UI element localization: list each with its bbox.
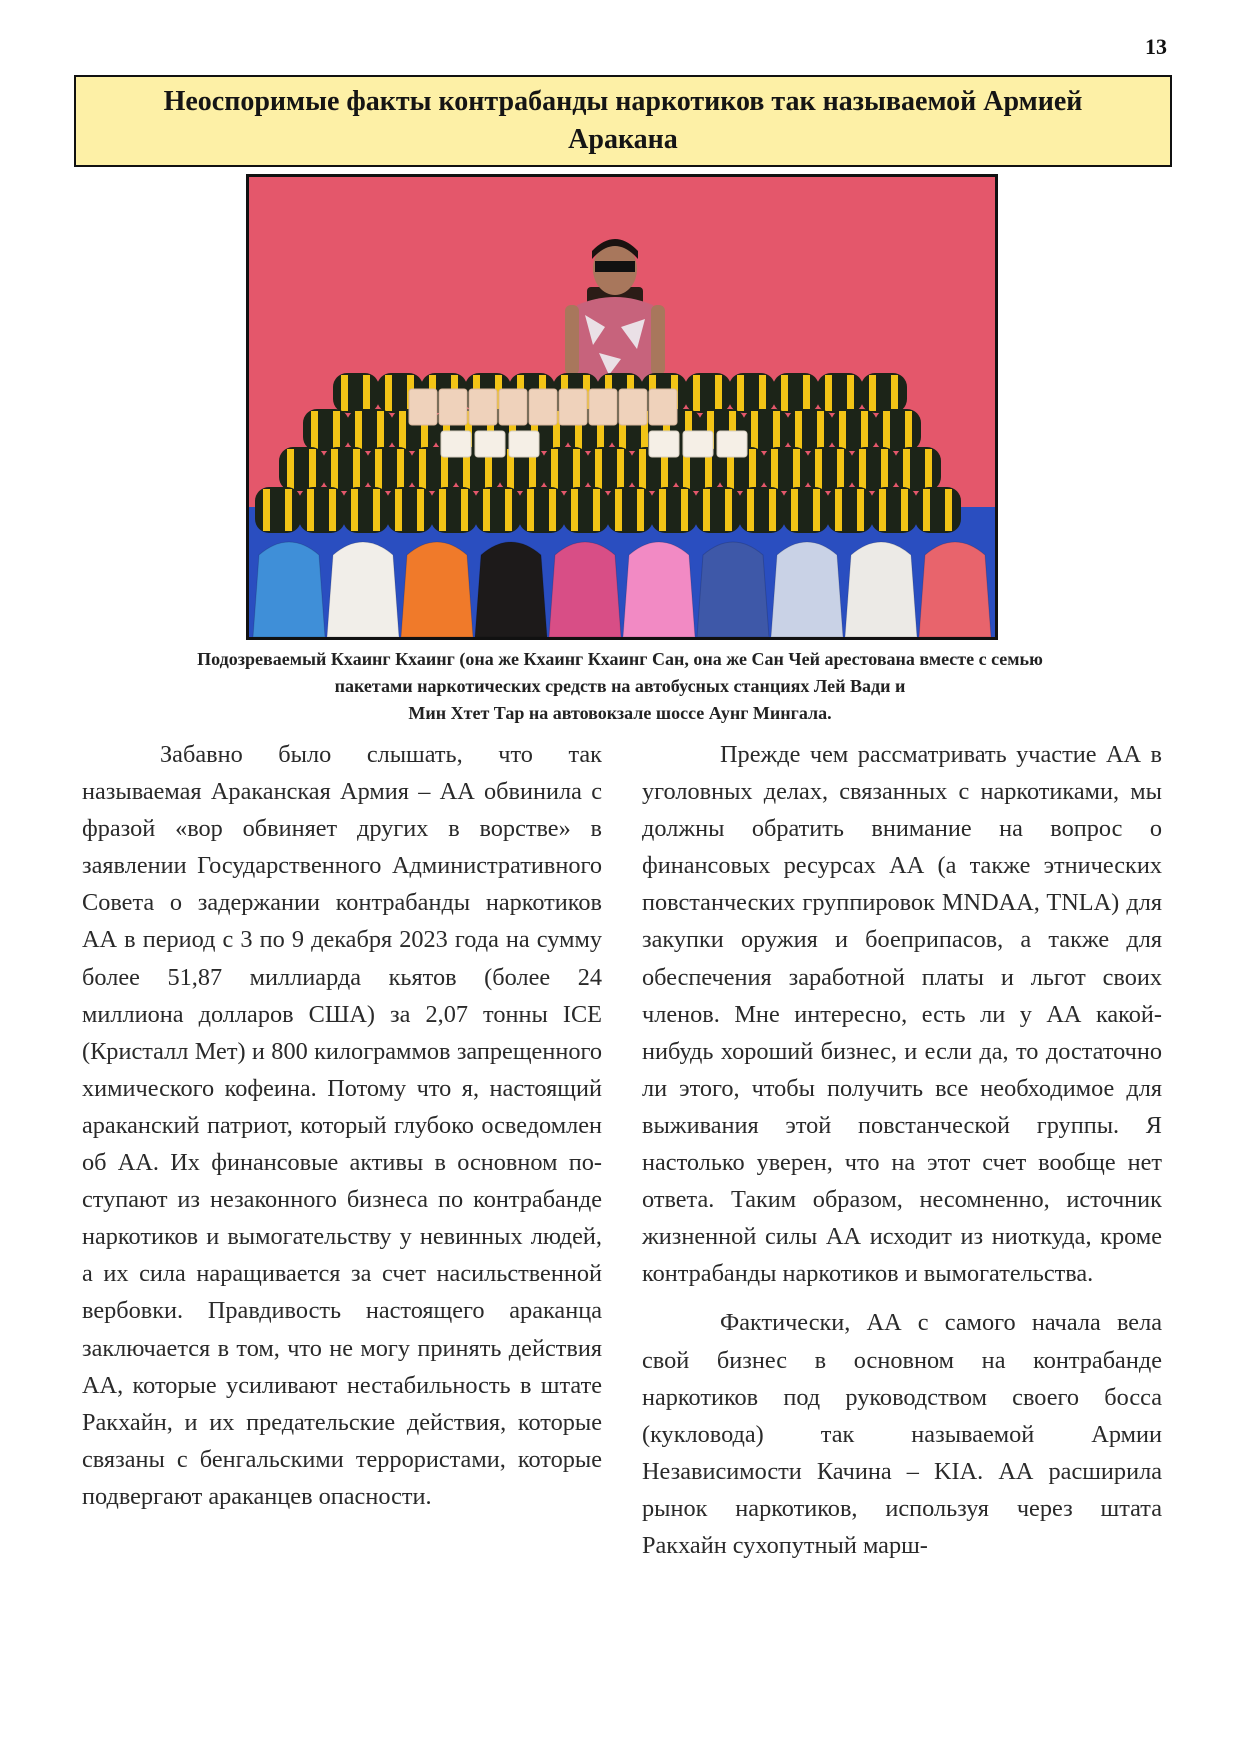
- page-title: Неоспоримые факты контрабанды наркотиков так называемой Армией Аракана: [163, 86, 1083, 155]
- clothing-item: [549, 542, 621, 637]
- evidence-photo: [246, 174, 998, 640]
- brick: [439, 389, 467, 425]
- brick: [619, 389, 647, 425]
- package: [871, 487, 917, 533]
- package: [323, 447, 369, 491]
- clothing-item: [253, 542, 325, 637]
- clothing-item: [401, 542, 473, 637]
- package: [475, 487, 521, 533]
- package: [851, 447, 897, 491]
- package: [729, 373, 775, 413]
- clothing-item: [697, 542, 769, 637]
- caption-line: Мин Хтет Тар на автовокзале шоссе Аунг Мингала.: [408, 703, 832, 723]
- brick: [649, 431, 679, 457]
- article-column-right: [642, 736, 1162, 1564]
- package: [783, 487, 829, 533]
- package: [915, 487, 961, 533]
- brick: [475, 431, 505, 457]
- package: [303, 409, 349, 451]
- brick: [499, 389, 527, 425]
- title-box: [74, 75, 1172, 167]
- article-paragraph: Забавно было слышать, что так называемая Араканская Армия – АА обвинила с фразой «вор обвиняет других в ворстве» в заявлении Государственного Административного Совета о задержании контрабанды наркотиков АА в период с 3 по 9 декабря 2023 года на сумму более 51,87 миллиарда кьятов (более 24 миллиона долларов США) за 2,07 тонны ICE (Кристалл Мет) и 800 килограммов запрещенного химического кофеина. Потому что я, настоящий араканский патриот, который глубоко осведомлен об АА. Их финансовые активы в основном поступают из незаконного бизнеса по контрабанде наркотиков и вымогательству у невинных людей, а их сила наращивается за счет насильственной вербовки. Правдивость настоящего араканца заключается в том, что не могу принять действия АА, которые усиливают нестабильность в штате Ракхайн, и их предательские действия, которые связаны с бенгальскими террористами, которые подвергают араканцев опасности.: [82, 741, 602, 1510]
- article-paragraph: Прежде чем рассматривать участие АА в уголовных делах, связанных с наркотиками, мы должны обратить внимание на вопрос о финансовых ресурсах АА (а также этнических повстанческих группировок MNDAA, TNLA) для закупки оружия и боеприпасов, а также для обеспечения заработной платы и льгот своих членов. Мне интересно, есть ли у АА какой-нибудь хороший бизнес, и если да, то достаточно ли этого, чтобы получить все необходимое для выживания этой повстанческой группы. Я настолько уверен, что на этот счет вообще нет ответа. Таким образом, несомненно, источник жизненной силы АА исходит из ниоткуда, кроме контрабанды наркотиков и вымогательства.: [642, 741, 1162, 1288]
- package: [607, 487, 653, 533]
- package: [367, 447, 413, 491]
- package: [543, 447, 589, 491]
- package: [387, 487, 433, 533]
- package: [255, 487, 301, 533]
- brick: [469, 389, 497, 425]
- package: [773, 373, 819, 413]
- clothing-item: [475, 542, 547, 637]
- caption-line: пакетами наркотических средств на автобусных станциях Лей Вади и: [334, 676, 906, 696]
- package: [807, 447, 853, 491]
- package: [431, 487, 477, 533]
- package: [827, 487, 873, 533]
- package: [333, 373, 379, 413]
- package: [347, 409, 393, 451]
- package: [587, 447, 633, 491]
- package: [875, 409, 921, 451]
- brick: [559, 389, 587, 425]
- brick: [529, 389, 557, 425]
- package: [739, 487, 785, 533]
- package: [743, 409, 789, 451]
- clothing-item: [845, 542, 917, 637]
- brick: [509, 431, 539, 457]
- package: [299, 487, 345, 533]
- package: [563, 487, 609, 533]
- brick: [409, 389, 437, 425]
- clothing-item: [771, 542, 843, 637]
- article-paragraph: Фактически, АА с самого начала вела свой бизнес в основном на контрабанде наркотиков под руководством своего босса (кукловода) так называемой Армии Независимости Качина – KIA. АА расширила рынок наркотиков, используя через штата Ракхайн сухопутный марш-: [642, 1309, 1162, 1559]
- package: [695, 487, 741, 533]
- package: [343, 487, 389, 533]
- package: [831, 409, 877, 451]
- caption-line: Подозреваемый Кхаинг Кхаинг (она же Кхаинг Кхаинг Сан, она же Сан Чей арестована вместе с семью: [197, 649, 1043, 669]
- package: [787, 409, 833, 451]
- clothing-item: [919, 542, 991, 637]
- brick: [683, 431, 713, 457]
- brick: [649, 389, 677, 425]
- package: [895, 447, 941, 491]
- face-blur-bar: [595, 261, 635, 272]
- photo-caption: [110, 646, 1130, 727]
- clothing-item: [327, 542, 399, 637]
- clothing-item: [623, 542, 695, 637]
- package: [861, 373, 907, 413]
- article-column-left: [82, 736, 602, 1515]
- brick: [589, 389, 617, 425]
- brick: [441, 431, 471, 457]
- package: [685, 373, 731, 413]
- package: [763, 447, 809, 491]
- package: [651, 487, 697, 533]
- package: [519, 487, 565, 533]
- package: [817, 373, 863, 413]
- brick: [717, 431, 747, 457]
- package: [279, 447, 325, 491]
- page-number: 13: [1145, 34, 1167, 59]
